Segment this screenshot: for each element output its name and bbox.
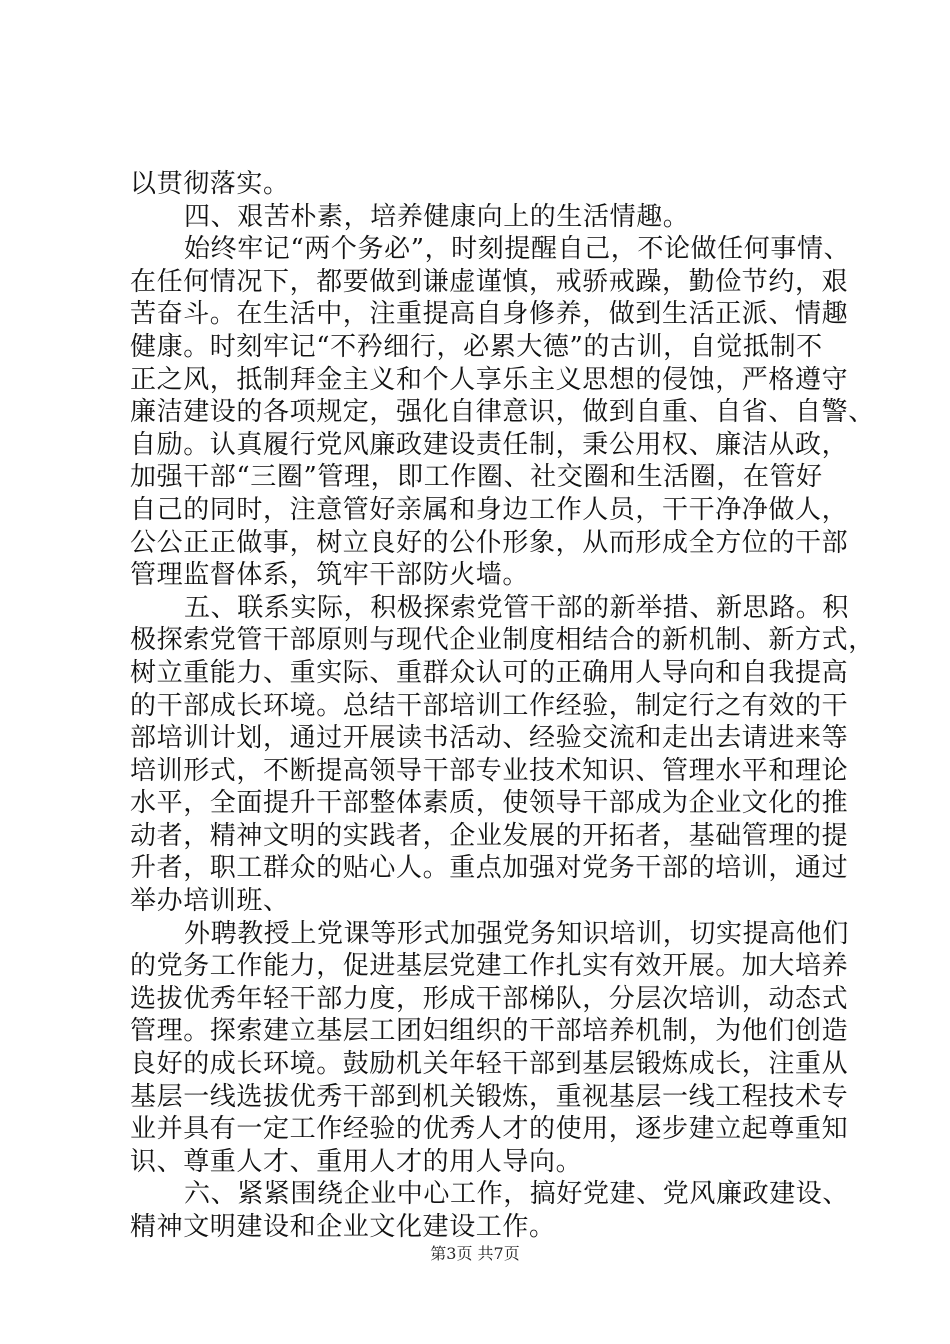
text-line: 精神文明建设和企业文化建设工作。 [130, 1212, 556, 1242]
text-line: 举办培训班、 [130, 886, 290, 917]
text-line: 廉洁建设的各项规定，强化自律意识，做到自重、自省、自警、 [130, 397, 875, 428]
text-line: 以贯彻落实。 [130, 169, 290, 199]
text-line: 选拔优秀年轻干部力度，形成干部梯队，分层次培训，动态式 [130, 983, 849, 1014]
text-line: 部培训计划，通过开展读书活动、经验交流和走出去请进来等 [130, 723, 849, 754]
text-line: 公公正正做事，树立良好的公仆形象，从而形成全方位的干部 [130, 527, 849, 558]
text-line: 识、尊重人才、重用人才的用人导向。 [130, 1146, 583, 1177]
text-line: 正之风，抵制拜金主义和个人享乐主义思想的侵蚀，严格遵守 [130, 364, 849, 395]
text-line: 健康。时刻牢记“不矜细行，必累大德”的古训，自觉抵制不 [130, 331, 823, 362]
text-line: 自己的同时，注意管好亲属和身边工作人员，干干净净做人， [130, 494, 849, 525]
text-line: 在任何情况下，都要做到谦虚谨慎，戒骄戒躁，勤俭节约，艰 [130, 266, 849, 297]
text-line: 自励。认真履行党风廉政建设责任制，秉公用权、廉洁从政， [130, 429, 849, 460]
text-line: 加强干部“三圈”管理，即工作圈、社交圈和生活圈，在管好 [130, 462, 823, 493]
text-line: 外聘教授上党课等形式加强党务知识培训，切实提高他们 [184, 918, 850, 949]
text-line: 业并具有一定工作经验的优秀人才的使用，逐步建立起尊重知 [130, 1114, 849, 1145]
text-line: 树立重能力、重实际、重群众认可的正确用人导向和自我提高 [130, 657, 849, 688]
text-line: 动者，精神文明的实践者，企业发展的开拓者，基础管理的提 [130, 820, 849, 851]
text-line: 极探索党管干部原则与现代企业制度相结合的新机制、新方式， [130, 625, 875, 656]
text-line: 良好的成长环境。鼓励机关年轻干部到基层锻炼成长，注重从 [130, 1049, 849, 1080]
text-line: 升者，职工群众的贴心人。重点加强对党务干部的培训，通过 [130, 853, 849, 884]
text-line: 基层一线选拔优秀干部到机关锻炼，重视基层一线工程技术专 [130, 1081, 849, 1112]
text-line: 苦奋斗。在生活中，注重提高自身修养，做到生活正派、情趣 [130, 299, 849, 330]
text-line: 的干部成长环境。总结干部培训工作经验，制定行之有效的干 [130, 690, 849, 721]
document-body [130, 168, 875, 1244]
text-line: 四、艰苦朴素，培养健康向上的生活情趣。 [184, 201, 690, 232]
text-line: 五、联系实际，积极探索党管干部的新举措、新思路。积 [184, 592, 850, 623]
text-line: 的党务工作能力，促进基层党建工作扎实有效开展。加大培养 [130, 951, 849, 982]
text-line: 六、紧紧围绕企业中心工作，搞好党建、党风廉政建设、 [184, 1179, 850, 1210]
text-line: 始终牢记“两个务必”，时刻提醒自己，不论做任何事情、 [184, 234, 851, 265]
text-line: 培训形式，不断提高领导干部专业技术知识、管理水平和理论 [130, 755, 849, 786]
text-line: 管理监督体系，筑牢干部防火墙。 [130, 560, 530, 591]
text-line: 管理。探索建立基层工团妇组织的干部培养机制，为他们创造 [130, 1016, 849, 1047]
text-line: 水平，全面提升干部整体素质，使领导干部成为企业文化的推 [130, 788, 849, 819]
page-footer: 第3页 共7页 [430, 1244, 520, 1263]
